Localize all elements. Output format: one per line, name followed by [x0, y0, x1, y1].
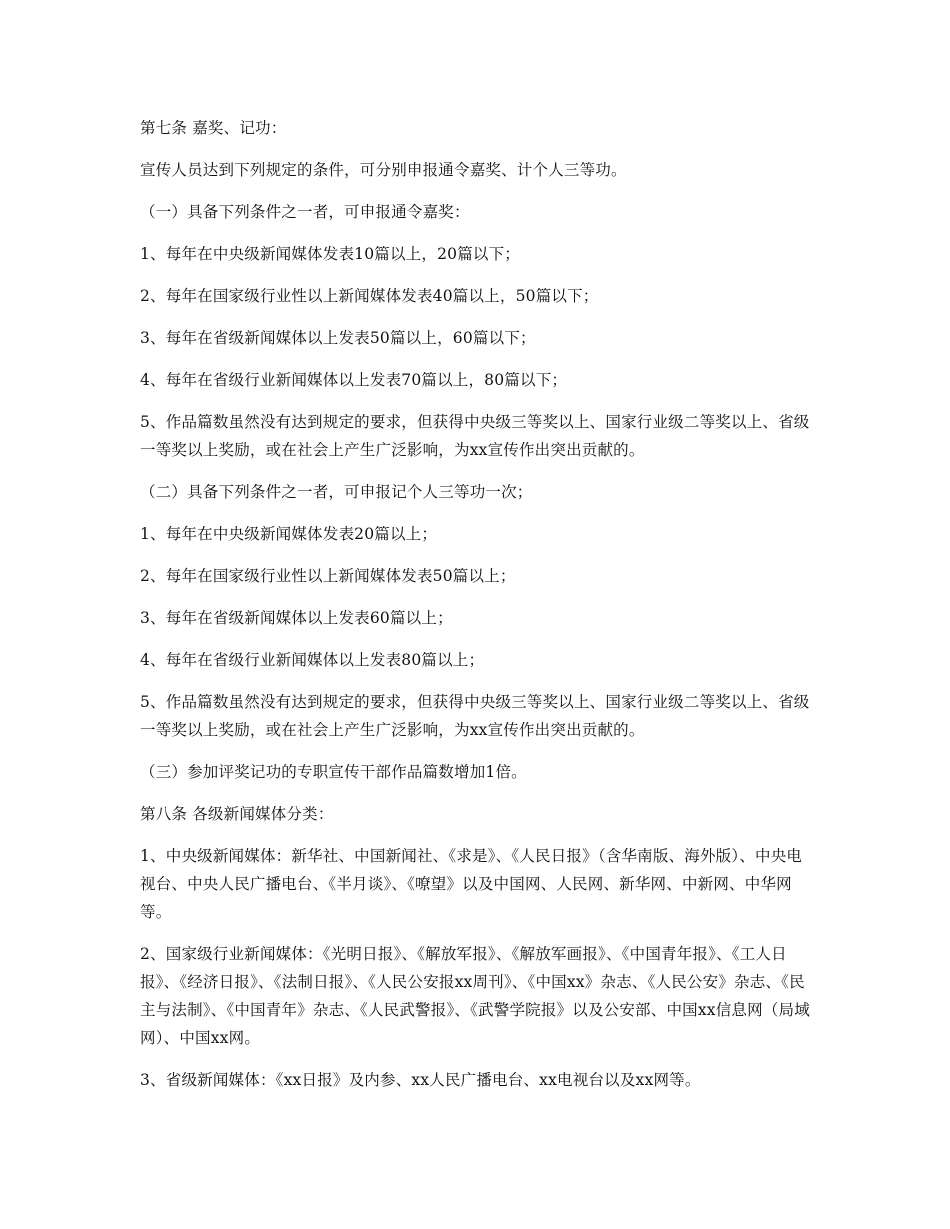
- list-item: 5、作品篇数虽然没有达到规定的要求，但获得中央级三等奖以上、国家行业级二等奖以上、省级一等奖以上奖励，或在社会上产生广泛影响，为xx宣传作出突出贡献的。: [140, 693, 810, 739]
- article-7-heading: 第七条 嘉奖、记功：: [140, 119, 287, 137]
- section-2-heading: （二）具备下列条件之一者，可申报记个人三等功一次；: [140, 483, 533, 501]
- list-item: 2、国家级行业新闻媒体：《光明日报》、《解放军报》、《解放军画报》、《中国青年报》、《工人日报》、《经济日报》、《法制日报》、《人民公安报xx周刊》、《中国xx》杂志、《人民公安》杂志、《民主与法制》、《中国青年》杂志、《人民武警报》、《武警学院报》以及公安部、中国xx信息网（局域网）、中国xx网。: [140, 945, 810, 1047]
- section-3-paragraph: （三）参加评奖记功的专职宣传干部作品篇数增加1倍。: [140, 763, 527, 781]
- article-8-heading: 第八条 各级新闻媒体分类：: [140, 805, 334, 823]
- list-item: 1、每年在中央级新闻媒体发表20篇以上；: [140, 525, 438, 543]
- list-item: 2、每年在国家级行业性以上新闻媒体发表40篇以上，50篇以下；: [140, 287, 599, 305]
- list-item: 1、每年在中央级新闻媒体发表10篇以上，20篇以下；: [140, 245, 521, 263]
- section-1-heading: （一）具备下列条件之一者，可申报通令嘉奖：: [140, 203, 470, 221]
- list-item: 1、中央级新闻媒体：新华社、中国新闻社、《求是》、《人民日报》（含华南版、海外版）、中央电视台、中央人民广播电台、《半月谈》、《嘹望》以及中国网、人民网、新华网、中新网、中华网等。: [140, 847, 803, 921]
- list-item: 3、每年在省级新闻媒体以上发表60篇以上；: [140, 609, 453, 627]
- paragraph: 宣传人员达到下列规定的条件，可分别申报通令嘉奖、计个人三等功。: [140, 161, 627, 179]
- list-item: 5、作品篇数虽然没有达到规定的要求，但获得中央级三等奖以上、国家行业级二等奖以上、省级一等奖以上奖励，或在社会上产生广泛影响，为xx宣传作出突出贡献的。: [140, 413, 810, 459]
- list-item: 3、省级新闻媒体：《xx日报》及内参、xx人民广播电台、xx电视台以及xx网等。: [140, 1071, 701, 1089]
- list-item: 4、每年在省级行业新闻媒体以上发表70篇以上，80篇以下；: [140, 371, 568, 389]
- list-item: 2、每年在国家级行业性以上新闻媒体发表50篇以上；: [140, 567, 516, 585]
- list-item: 4、每年在省级行业新闻媒体以上发表80篇以上；: [140, 651, 485, 669]
- document-body: [140, 114, 810, 1108]
- list-item: 3、每年在省级新闻媒体以上发表50篇以上，60篇以下；: [140, 329, 536, 347]
